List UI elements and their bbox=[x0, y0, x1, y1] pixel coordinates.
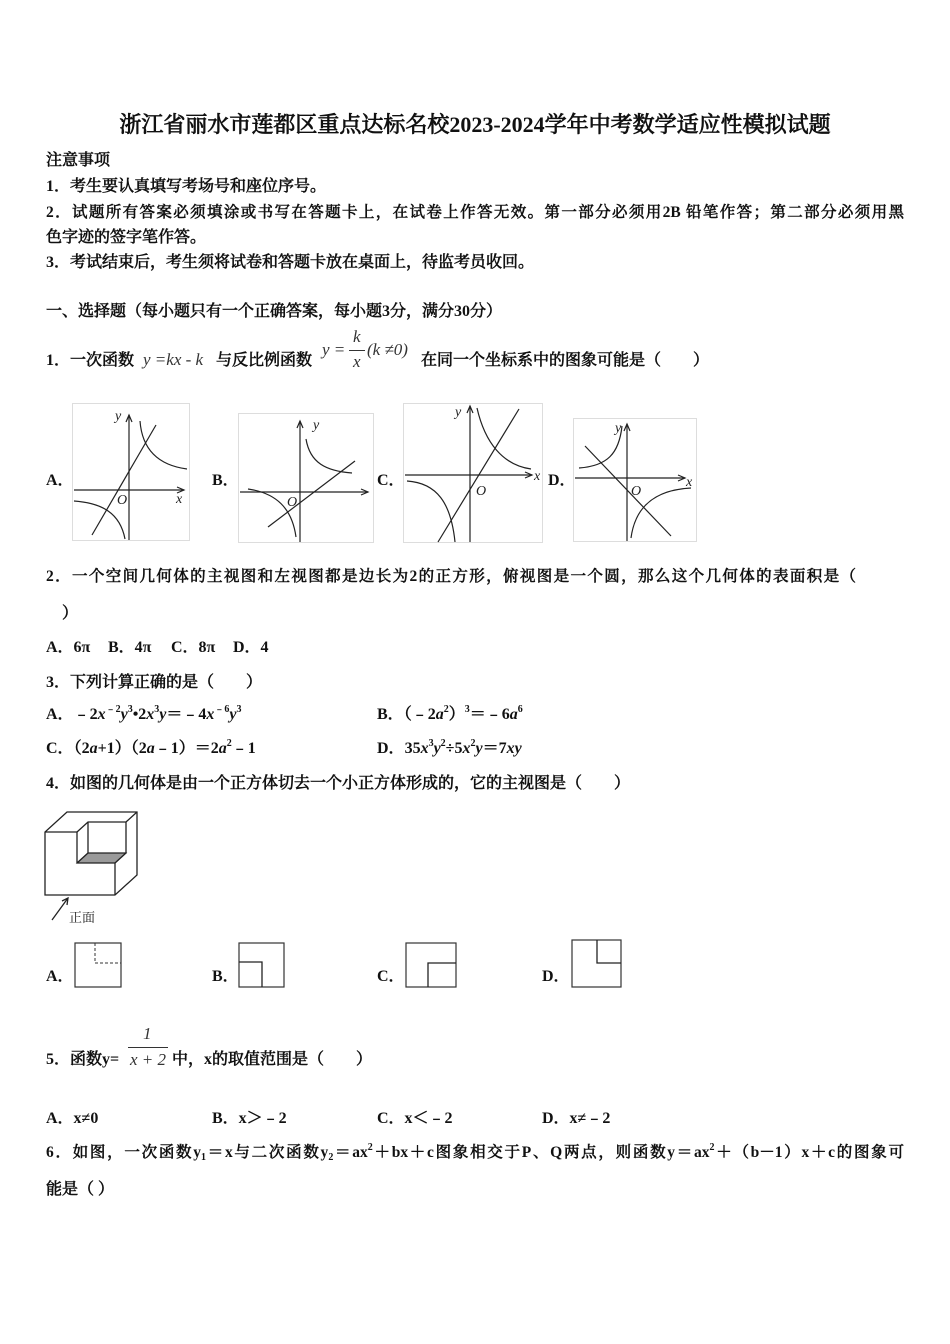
math-text: ＝x与二次函数y bbox=[206, 1144, 329, 1161]
view-c-inner-lines bbox=[428, 963, 456, 987]
graph-a-line bbox=[92, 425, 156, 535]
option-label: B． bbox=[377, 706, 404, 723]
math-var: a bbox=[435, 706, 444, 723]
view-a-hidden-lines bbox=[95, 943, 121, 963]
math-text: ﹣2 bbox=[73, 706, 98, 723]
math-var: a bbox=[89, 740, 98, 757]
view-b-inner-lines bbox=[239, 962, 262, 987]
graph-a-frame bbox=[73, 404, 190, 541]
q4-option-d-view[interactable] bbox=[570, 938, 624, 989]
q3-option-c[interactable] bbox=[46, 739, 256, 759]
q1-suffix: 在同一个坐标系中的图象可能是（ ） bbox=[421, 352, 710, 369]
subscript: 1 bbox=[201, 1152, 207, 1163]
q4-option-b-label[interactable]: B． bbox=[212, 968, 239, 985]
superscript: 3 bbox=[127, 704, 133, 715]
superscript: 3 bbox=[428, 738, 434, 749]
q6-stem-line-1 bbox=[46, 1143, 904, 1163]
subscript: 2 bbox=[328, 1152, 334, 1163]
math-text: ÷5 bbox=[445, 740, 463, 757]
graph-d-x-label: x bbox=[686, 475, 693, 490]
view-d-inner-lines bbox=[597, 940, 621, 963]
q1-option-c-label[interactable]: C． bbox=[377, 472, 405, 489]
graph-a-x-label: x bbox=[176, 492, 183, 507]
graph-d-y-label: y bbox=[615, 421, 622, 436]
q4-cube-figure bbox=[42, 806, 142, 928]
q4-option-a-view[interactable] bbox=[73, 941, 123, 989]
q1-linear-function: y =kx - k bbox=[143, 350, 204, 369]
notice-item-3: 3．考试结束后，考生须将试卷和答题卡放在桌面上，待监考员收回。 bbox=[46, 254, 535, 271]
math-text: ＝ax bbox=[333, 1144, 368, 1161]
q5-option-c[interactable]: C．x＜﹣2 bbox=[377, 1110, 453, 1127]
math-text: •2 bbox=[132, 706, 147, 723]
front-view-label: 正面 bbox=[69, 910, 96, 925]
math-text: （2 bbox=[73, 740, 90, 757]
q4-stem: 4．如图的几何体是由一个正方体切去一个小正方体形成的，它的主视图是（ ） bbox=[46, 775, 631, 792]
q2-stem-line-1: 2．一个空间几何体的主视图和左视图都是边长为2的正方形，俯视图是一个圆，那么这个几何体的表面积是（ bbox=[46, 568, 856, 585]
option-label: C． bbox=[46, 740, 74, 757]
graph-c-y-label: y bbox=[455, 405, 462, 420]
q1-option-a-label[interactable]: A． bbox=[46, 472, 74, 489]
cube-front-notch-edges bbox=[45, 832, 115, 895]
view-a-square bbox=[75, 943, 121, 987]
q5-suffix: 中，x的取值范围是（ ） bbox=[172, 1051, 373, 1068]
math-var: x bbox=[462, 740, 471, 757]
notice-heading: 注意事项 bbox=[46, 152, 111, 169]
q5-fraction-bar bbox=[128, 1047, 168, 1048]
notice-item-1: 1．考生要认真填写考场号和座位序号。 bbox=[46, 178, 327, 195]
math-text: ＝﹣4 bbox=[166, 706, 207, 723]
math-var: y bbox=[433, 740, 441, 757]
q2-option-a[interactable]: A．6π bbox=[46, 639, 91, 656]
q1-graph-b bbox=[238, 413, 374, 543]
q3-option-b[interactable] bbox=[377, 705, 523, 725]
front-view-arrow bbox=[52, 898, 68, 920]
graph-b-y-label: y bbox=[313, 418, 320, 433]
math-var: y bbox=[229, 706, 237, 723]
section-heading: 一、选择题（每小题只有一个正确答案，每小题3分，满分30分） bbox=[46, 303, 503, 320]
superscript: 6 bbox=[517, 704, 523, 715]
q2-stem-line-2: ） bbox=[62, 605, 79, 622]
math-var: y bbox=[475, 740, 483, 757]
q4-option-b-view[interactable] bbox=[237, 941, 287, 989]
option-label: D． bbox=[377, 740, 405, 757]
q1-inverse-denominator: x bbox=[353, 352, 361, 371]
q5-option-a[interactable]: A．x≠0 bbox=[46, 1110, 99, 1127]
cube-top-notch-edges bbox=[77, 812, 137, 832]
q1-graph-a bbox=[72, 403, 190, 541]
q1-mid-text: 与反比例函数 bbox=[216, 352, 313, 369]
superscript: 2 bbox=[226, 738, 232, 749]
math-var: a bbox=[218, 740, 227, 757]
graph-c-x-label: x bbox=[534, 469, 541, 484]
graph-b-frame bbox=[239, 414, 374, 543]
q5-prefix: 5．函数y= bbox=[46, 1051, 120, 1068]
graph-a-y-label: y bbox=[115, 409, 122, 424]
superscript: 2 bbox=[443, 704, 449, 715]
math-text: +1）（2 bbox=[97, 740, 147, 757]
q2-option-d[interactable]: D．4 bbox=[233, 639, 269, 656]
superscript: ﹣2 bbox=[105, 704, 121, 715]
math-text: ﹣1）＝2 bbox=[154, 740, 219, 757]
q3-option-d[interactable] bbox=[377, 739, 522, 759]
q3-option-a[interactable] bbox=[46, 705, 242, 725]
math-var: a bbox=[509, 706, 518, 723]
graph-d-line bbox=[585, 446, 671, 536]
q1-graph-c bbox=[403, 403, 543, 543]
q1-option-d-label[interactable]: D． bbox=[548, 472, 576, 489]
q2-option-c[interactable]: C．8π bbox=[171, 639, 216, 656]
math-var: x bbox=[206, 706, 215, 723]
math-text: 6．如图，一次函数y bbox=[46, 1144, 202, 1161]
q1-inverse-lhs: y = bbox=[322, 340, 346, 359]
math-var: x bbox=[146, 706, 155, 723]
q5-numerator: 1 bbox=[143, 1024, 152, 1043]
superscript: 2 bbox=[709, 1143, 715, 1153]
q6-stem-line-2: 能是（ ） bbox=[46, 1181, 115, 1198]
q4-option-a-label[interactable]: A． bbox=[46, 968, 74, 985]
q4-option-c-view[interactable] bbox=[404, 941, 458, 989]
q5-option-d[interactable]: D．x≠﹣2 bbox=[542, 1110, 611, 1127]
math-text: （﹣2 bbox=[403, 706, 436, 723]
math-var: x bbox=[420, 740, 429, 757]
cut-floor-shading bbox=[77, 853, 126, 863]
math-text: 35 bbox=[404, 740, 421, 757]
q1-option-b-label[interactable]: B． bbox=[212, 472, 239, 489]
q2-option-b[interactable]: B．4π bbox=[108, 639, 152, 656]
graph-d-origin-label: O bbox=[631, 484, 642, 499]
math-var: y bbox=[120, 706, 128, 723]
superscript: 2 bbox=[367, 1143, 373, 1153]
graph-c-frame bbox=[404, 404, 543, 543]
graph-c-hyperbola-branch-2 bbox=[407, 481, 455, 542]
superscript: 3 bbox=[236, 704, 242, 715]
view-c-square bbox=[406, 943, 456, 987]
q5-denominator: x + 2 bbox=[130, 1050, 167, 1069]
math-text: ） bbox=[448, 706, 465, 723]
math-text: ﹣1 bbox=[231, 740, 256, 757]
math-text: ＋bx＋c图象相交于P、Q两点，则函数y＝ax bbox=[372, 1144, 710, 1161]
q5-option-b[interactable]: B．x＞﹣2 bbox=[212, 1110, 287, 1127]
q1-inverse-numerator: k bbox=[353, 327, 361, 346]
superscript: 3 bbox=[464, 704, 470, 715]
math-var: x bbox=[97, 706, 106, 723]
graph-c-origin-label: O bbox=[476, 484, 487, 499]
math-text: ＝7 bbox=[482, 740, 507, 757]
q1-inverse-condition: (k ≠0) bbox=[367, 340, 408, 359]
cube-notch-back-face bbox=[88, 822, 126, 853]
q4-option-d-label[interactable]: D． bbox=[542, 968, 570, 985]
graph-b-origin-label: O bbox=[287, 495, 298, 510]
graph-b-line bbox=[268, 461, 355, 527]
math-var: a bbox=[146, 740, 155, 757]
math-text: ＋（b－1）x＋c的图象可 bbox=[714, 1144, 904, 1161]
superscript: ﹣6 bbox=[214, 704, 230, 715]
notice-item-2-continued: 色字迹的签字笔作答。 bbox=[46, 229, 207, 246]
notice-item-2: 2．试题所有答案必须填涂或书写在答题卡上，在试卷上作答无效。第一部分必须用2B 铅笔作答；第二部分必须用黑 bbox=[46, 204, 904, 221]
graph-a-hyperbola-branch-1 bbox=[140, 421, 187, 469]
q4-option-c-label[interactable]: C． bbox=[377, 968, 405, 985]
q1-fraction-bar bbox=[349, 350, 365, 351]
superscript: 2 bbox=[470, 738, 476, 749]
q3-stem: 3．下列计算正确的是（ ） bbox=[46, 674, 263, 691]
math-text: ＝﹣6 bbox=[469, 706, 510, 723]
q1-graph-d bbox=[573, 418, 697, 542]
math-var: xy bbox=[506, 740, 522, 757]
math-var: y bbox=[159, 706, 167, 723]
page-title: 浙江省丽水市莲都区重点达标名校2023-2024学年中考数学适应性模拟试题 bbox=[119, 112, 831, 137]
graph-a-origin-label: O bbox=[117, 493, 128, 508]
superscript: 3 bbox=[154, 704, 160, 715]
option-label: A． bbox=[46, 706, 74, 723]
superscript: 2 bbox=[440, 738, 446, 749]
q1-prefix: 1．一次函数 bbox=[46, 352, 135, 369]
graph-c-hyperbola-branch-1 bbox=[477, 408, 531, 469]
